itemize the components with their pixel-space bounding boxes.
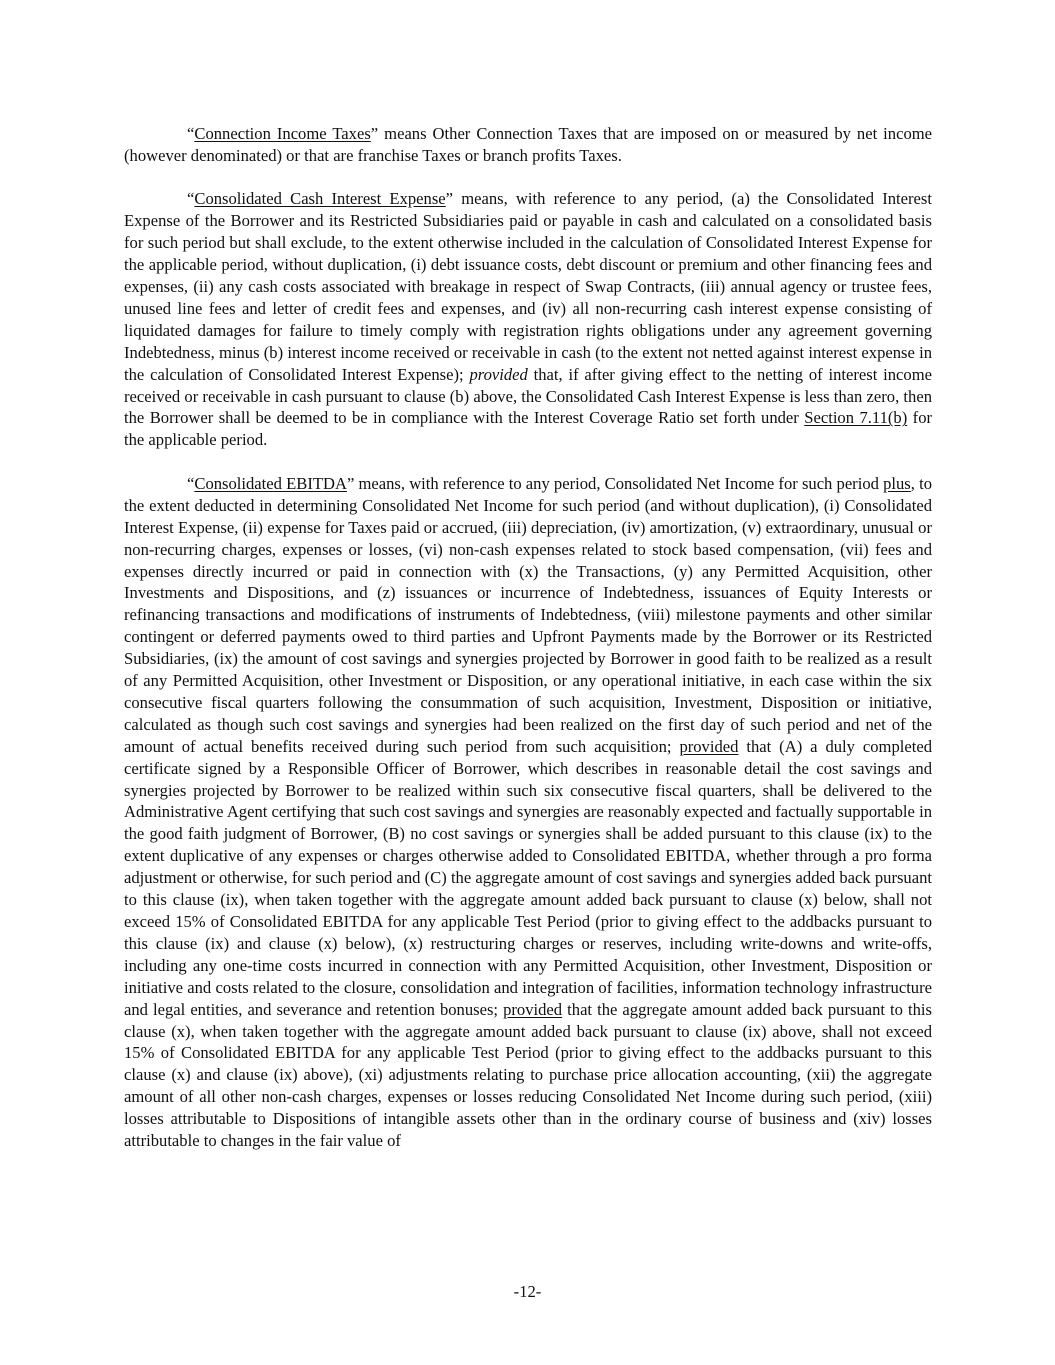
definition-text: that, if after giving effect to the netting of interest income received or receivable in cash pursuant to clause (b) above, the Consolidated Cash Interest Expense is less than zero, then the Borrower shall be deemed to be in compliance with the Interest Coverage Ratio set forth under bbox=[124, 364, 932, 428]
page-number: -12- bbox=[513, 1282, 542, 1301]
definition-consolidated-cash-interest-expense bbox=[124, 188, 932, 451]
definition-text: that (A) a duly completed certificate signed by a Responsible Officer of Borrower, which describes in reasonable detail the cost savings and synergies projected by Borrower to be realized within such six consecutive fiscal quarters, shall be delivered to the Administrative Agent certifying that such cost savings and synergies are reasonably expected and factually supportable in the good faith judgment of Borrower, (B) no cost savings or synergies shall be added pursuant to this clause (ix) to the extent duplicative of any expenses or charges otherwise added to Consolidated EBITDA, whether through a pro forma adjustment or otherwise, for such period and (C) the aggregate amount of cost savings and synergies added back pursuant to this clause (ix), when taken together with the aggregate amount added back pursuant to clause (x) below, shall not exceed 15% of Consolidated EBITDA for any applicable Test Period (prior to giving effect to the addbacks pursuant to this clause (ix) and clause (x) below), (x) restructuring charges or reserves, including write-downs and write-offs, including any one-time costs incurred in connection with any Permitted Acquisition, other Investment, Disposition or initiative and costs related to the closure, consolidation and integration of facilities, information technology infrastructure and legal entities, and severance and retention bonuses; bbox=[124, 736, 933, 1019]
defined-term: Consolidated EBITDA bbox=[194, 473, 347, 493]
open-quote: “ bbox=[187, 189, 195, 209]
close-quote: ” bbox=[370, 124, 379, 143]
definition-text: , to the extent deducted in determining Consolidated Net Income for such period (and without duplication), (i) Consolidated Interest Expense, (ii) expense for Taxes paid or accrued, (iii) depreciation, (iv) amortization, (v) extraordinary, unusual or non-recurring charges, expenses or losses, (vi) non-cash expenses related to stock based compensation, (vii) fees and expenses directly incurred or paid in connection with (x) the Transactions, (y) any Permitted Acquisition, other Investments and Dispositions, and (z) issuances or incurrence of Indebtedness, issuances of Equity Interests or refinancing transactions and modifications of instruments of Indebtedness, (viii) milestone payments and other similar contingent or deferred payments owed to third parties and Upfront Payments made by the Borrower or its Restricted Subsidiaries, (ix) the amount of cost savings and synergies projected by Borrower in good faith to be realized as a result of any Permitted Acquisition, other Investment or Disposition, or any operational initiative, in each case within the six consecutive fiscal quarters following the consummation of such acquisition, Investment, Disposition or initiative, calculated as though such cost savings and synergies had been realized on the first day of such period and net of the amount of actual benefits received during such period from such acquisition; bbox=[124, 473, 932, 756]
defined-term: Connection Income Taxes bbox=[194, 124, 371, 143]
definition-connection-income-taxes bbox=[124, 123, 932, 167]
underlined-plus: plus bbox=[883, 473, 911, 493]
italic-provided: provided bbox=[469, 364, 528, 384]
underlined-provided: provided bbox=[679, 736, 739, 756]
definition-consolidated-ebitda bbox=[124, 473, 932, 1152]
defined-term: Consolidated Cash Interest Expense bbox=[194, 189, 446, 209]
section-reference: Section 7.11(b) bbox=[804, 408, 908, 428]
underlined-provided: provided bbox=[503, 999, 563, 1019]
document-page bbox=[124, 123, 932, 1174]
open-quote: “ bbox=[187, 124, 195, 143]
definition-text: means Other Connection Taxes that are imposed on or measured by net income (however denominated) or that are franchise Taxes or branch profits Taxes. bbox=[124, 124, 933, 165]
close-quote: ” bbox=[445, 189, 454, 209]
definition-text: means, with reference to any period, (a) the Consolidated Interest Expense of the Borrower and its Restricted Subsidiaries paid or payable in cash and calculated on a consolidated basis for such period but shall exclude, to the extent otherwise included in the calculation of Consolidated Interest Expense for the applicable period, without duplication, (i) debt issuance costs, debt discount or premium and other financing fees and expenses, (ii) any cash costs associated with breakage in respect of Swap Contracts, (iii) annual agency or trustee fees, unused line fees and letter of credit fees and expenses, and (iv) all non-recurring cash interest expense consisting of liquidated damages for failure to timely comply with registration rights obligations under any agreement governing Indebtedness, minus (b) interest income received or receivable in cash (to the extent not netted against interest expense in the calculation of Consolidated Interest Expense); bbox=[124, 189, 932, 384]
close-quote: ” bbox=[346, 473, 355, 493]
definition-text: means, with reference to any period, Consolidated Net Income for such period bbox=[354, 473, 884, 493]
definition-text: for the applicable period. bbox=[124, 408, 933, 450]
definition-text: that the aggregate amount added back pursuant to this clause (x), when taken together with the aggregate amount added back pursuant to clause (ix) above, shall not exceed 15% of Consolidated EBITDA for any applicable Test Period (prior to giving effect to the addbacks pursuant to this clause (x) and clause (ix) above), (xi) adjustments relating to purchase price allocation accounting, (xii) the aggregate amount of all other non-cash charges, expenses or losses reducing Consolidated Net Income during such period, (xiii) losses attributable to Dispositions of intangible assets other than in the ordinary course of business and (xiv) losses attributable to changes in the fair value of bbox=[124, 999, 932, 1151]
open-quote: “ bbox=[187, 473, 195, 493]
